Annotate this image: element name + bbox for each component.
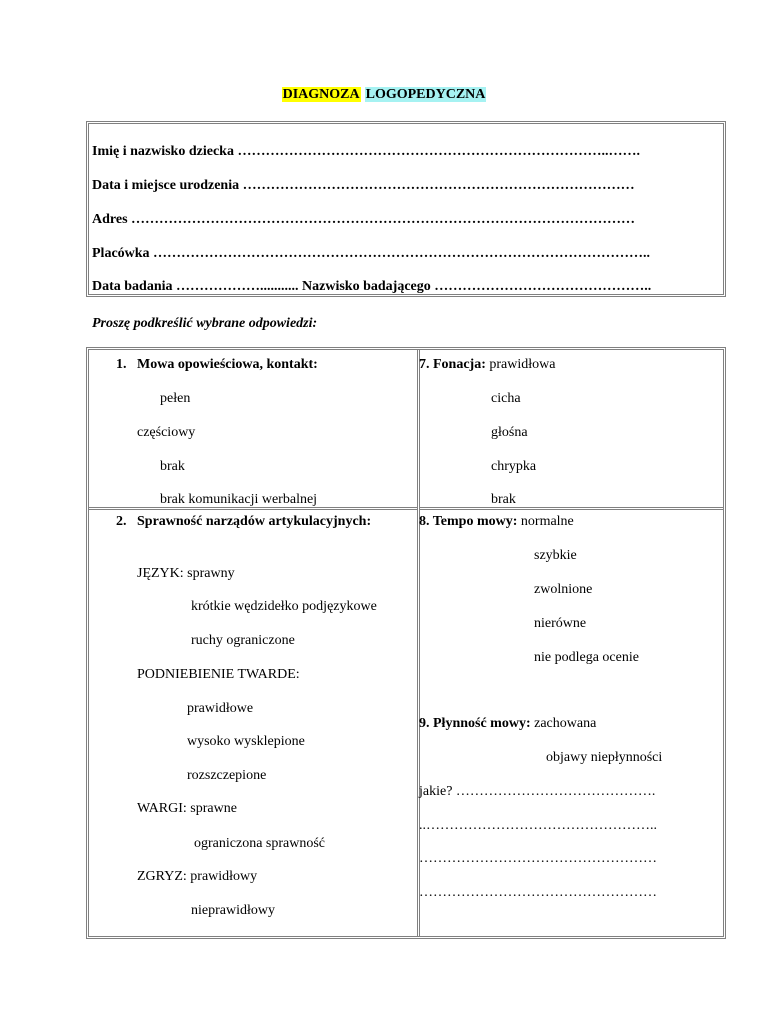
s9-answer-line[interactable]: …………………………………………… (419, 885, 657, 900)
s7-option[interactable]: cicha (491, 391, 521, 406)
s2-lips[interactable]: WARGI: sprawne (137, 801, 237, 816)
document-title (0, 86, 768, 104)
personal-data-box (86, 121, 726, 297)
s8-option[interactable]: normalne (520, 514, 574, 529)
birth-field[interactable]: Data i miejsce urodzenia ………………………………………………………………………… (92, 178, 635, 193)
s1-heading: Mowa opowieściowa, kontakt: (137, 357, 318, 372)
s1-option[interactable]: brak (160, 459, 185, 474)
s2-option[interactable]: wysoko wysklepione (187, 734, 305, 749)
address-field[interactable]: Adres ……………………………………………………………………………………………… (92, 212, 636, 227)
s9-answer-line[interactable]: …………………………………………… (419, 851, 657, 866)
s8-line (419, 514, 574, 530)
s8-option[interactable]: nie podlega ocenie (534, 650, 639, 665)
s2-option[interactable]: nieprawidłowy (191, 903, 275, 918)
s8-option[interactable]: nierówne (534, 616, 587, 631)
s2-palate: PODNIEBIENIE TWARDE: (137, 667, 300, 682)
s2-option[interactable]: krótkie wędzidełko podjęzykowe (191, 599, 377, 614)
s9-option[interactable]: objawy niepłynności (546, 750, 663, 765)
s7-heading: 7. Fonacja: (419, 357, 486, 372)
s9-heading: 9. Płynność mowy: (419, 716, 531, 731)
s8-option[interactable]: zwolnione (534, 582, 593, 597)
column-divider (417, 350, 420, 936)
s2-number: 2. (116, 514, 127, 529)
s9-line (419, 716, 596, 732)
s1-number: 1. (116, 357, 127, 372)
s7-option[interactable]: brak (491, 492, 516, 507)
s7-option[interactable]: głośna (491, 425, 528, 440)
s2-option[interactable]: prawidłowe (187, 701, 254, 716)
s1-option[interactable]: pełen (160, 391, 191, 406)
title-part-1: DIAGNOZA (282, 87, 360, 102)
s2-heading: Sprawność narządów artykulacyjnych: (137, 514, 372, 529)
row-divider-right (420, 507, 723, 510)
s2-option[interactable]: rozszczepione (187, 768, 267, 783)
title-part-2: LOGOPEDYCZNA (365, 87, 486, 102)
facility-field[interactable]: Placówka …………………………………………………………………………………………….. (92, 246, 651, 261)
s2-option[interactable]: ograniczona sprawność (194, 836, 326, 851)
child-name-field[interactable]: Imię i nazwisko dziecka ……………………………………………………………………..……. (92, 144, 640, 159)
s2-option[interactable]: ruchy ograniczone (191, 633, 295, 648)
exam-field[interactable]: Data badania ………………........... Nazwisko badającego ……………………………………….. (92, 279, 652, 294)
s8-heading: 8. Tempo mowy: (419, 514, 518, 529)
s9-answer-line[interactable]: jakie? ……………………………………. (419, 784, 656, 799)
s1-option[interactable]: brak komunikacji werbalnej (160, 492, 318, 507)
s9-answer-line[interactable]: ..………………………………………….. (419, 818, 657, 833)
s9-option[interactable]: zachowana (534, 716, 597, 731)
s8-option[interactable]: szybkie (534, 548, 577, 563)
s1-option[interactable]: częściowy (137, 425, 196, 440)
s2-tongue[interactable]: JĘZYK: sprawny (137, 566, 235, 581)
s7-line (419, 357, 555, 373)
s7-option[interactable]: prawidłowa (489, 357, 556, 372)
s7-option[interactable]: chrypka (491, 459, 537, 474)
s2-bite[interactable]: ZGRYZ: prawidłowy (137, 869, 258, 884)
assessment-table (86, 347, 726, 939)
instruction-text: Proszę podkreślić wybrane odpowiedzi: (92, 316, 318, 331)
